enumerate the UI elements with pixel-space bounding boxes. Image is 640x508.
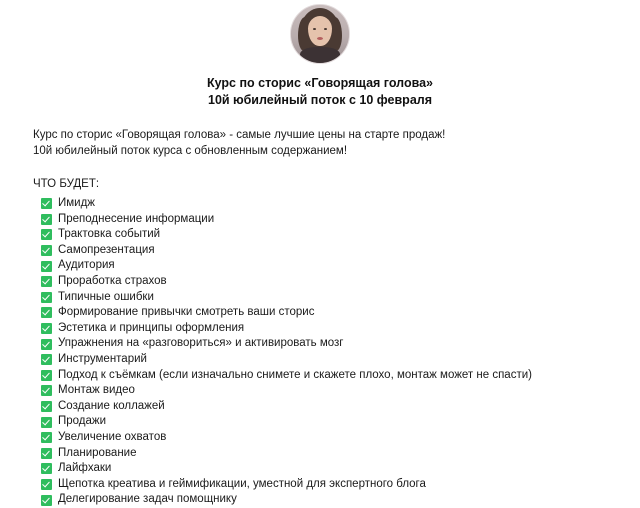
list-item-label: Самопрезентация	[58, 243, 155, 256]
list-item-label: Проработка страхов	[58, 274, 167, 287]
list-item-label: Создание коллажей	[58, 399, 165, 412]
check-icon	[41, 229, 52, 240]
list-item	[41, 368, 640, 384]
list-item-label: Имидж	[58, 197, 95, 209]
check-icon	[41, 198, 52, 209]
list-item-label: Монтаж видео	[58, 384, 135, 397]
check-icon	[41, 292, 52, 303]
list-item	[41, 399, 640, 415]
checklist	[0, 196, 640, 508]
check-icon	[41, 463, 52, 474]
avatar-lips-icon	[317, 37, 323, 40]
check-icon	[41, 495, 52, 506]
check-icon	[41, 401, 52, 412]
check-icon	[41, 245, 52, 256]
check-icon	[41, 339, 52, 350]
intro-paragraph	[33, 127, 640, 159]
list-item-label: Преподнесение информации	[58, 212, 215, 225]
check-icon	[41, 214, 52, 225]
list-item-label: Трактовка событий	[58, 228, 161, 241]
list-item-label: Упражнения на «разговориться» и активировать мозг	[58, 337, 344, 350]
list-item-label: Увеличение охватов	[58, 430, 167, 443]
list-item	[41, 352, 640, 368]
intro-line-1: Курс по сторис «Говорящая голова» - самые лучшие цены на старте продаж!	[33, 129, 446, 141]
list-item-label: Делегирование задач помощнику	[58, 493, 237, 506]
avatar-eye-left-icon	[313, 28, 316, 30]
list-item	[41, 227, 640, 243]
list-item-label: Эстетика и принципы оформления	[58, 321, 245, 334]
list-item	[41, 305, 640, 321]
list-item	[41, 446, 640, 462]
check-icon	[41, 370, 52, 381]
check-icon	[41, 479, 52, 490]
check-icon	[41, 417, 52, 428]
list-item	[41, 243, 640, 259]
intro-line-2: 10й юбилейный поток курса с обновленным содержанием!	[33, 145, 348, 157]
avatar-eye-right-icon	[324, 28, 327, 30]
avatar	[290, 4, 350, 64]
list-item-label: Планирование	[58, 446, 137, 459]
list-item-label: Лайфхаки	[58, 462, 112, 475]
page-title-line-2: 10й юбилейный поток с 10 февраля	[208, 93, 432, 107]
list-item-label: Продажи	[58, 415, 107, 428]
list-item-label: Инструментарий	[58, 352, 147, 365]
check-icon	[41, 276, 52, 287]
list-item	[41, 477, 640, 493]
page-title-line-1: Курс по сторис «Говорящая голова»	[206, 76, 433, 90]
list-item	[41, 492, 640, 508]
list-item	[41, 258, 640, 274]
list-item	[41, 321, 640, 337]
list-item	[41, 212, 640, 228]
list-item-label: Типичные ошибки	[58, 290, 154, 303]
list-item	[41, 430, 640, 446]
check-icon	[41, 307, 52, 318]
check-icon	[41, 385, 52, 396]
list-item	[41, 196, 640, 212]
list-item	[41, 414, 640, 430]
list-item	[41, 274, 640, 290]
list-item	[41, 336, 640, 352]
list-item-label: Подход к съёмкам (если изначально снимете и скажете плохо, монтаж может не спасти)	[58, 368, 532, 381]
list-item-label: Формирование привычки смотреть ваши сторис	[58, 306, 315, 319]
list-item	[41, 383, 640, 399]
list-item-label: Щепотка креатива и геймификации, уместной для экспертного блога	[58, 477, 426, 490]
check-icon	[41, 448, 52, 459]
avatar-container	[0, 0, 640, 64]
check-icon	[41, 432, 52, 443]
page-title	[0, 75, 640, 109]
list-item	[41, 290, 640, 306]
check-icon	[41, 261, 52, 272]
check-icon	[41, 354, 52, 365]
avatar-shoulders-icon	[300, 47, 340, 63]
check-icon	[41, 323, 52, 334]
list-item	[41, 461, 640, 477]
checklist-heading: ЧТО БУДЕТ:	[33, 178, 100, 190]
list-item-label: Аудитория	[58, 259, 115, 272]
